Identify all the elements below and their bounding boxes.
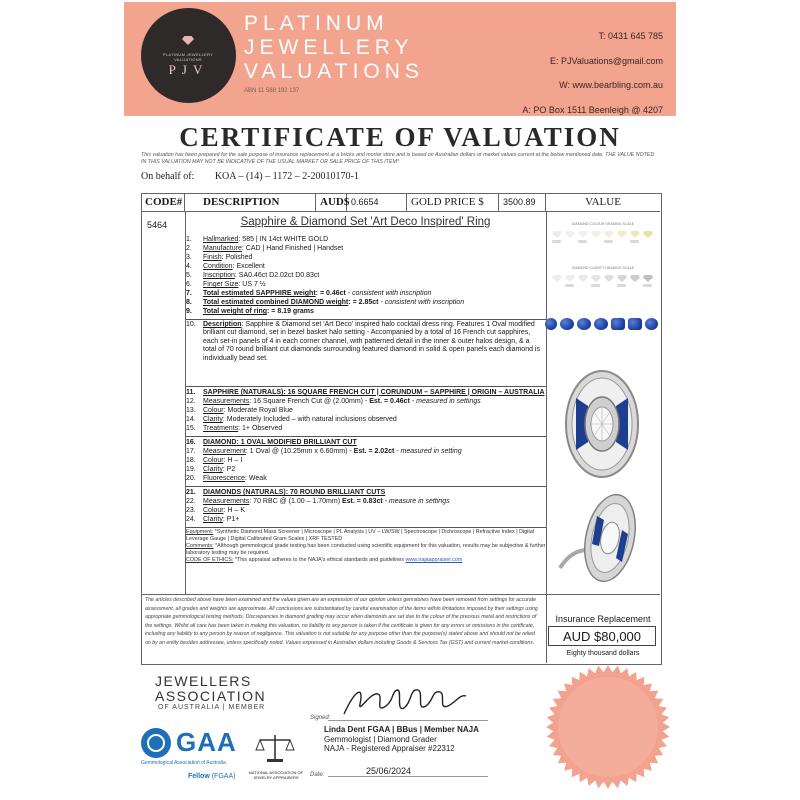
line-item: 12. Measurements: 16 Square French Cut @ (2.00mm) - Est. = 0.46ct - measured in settings — [186, 398, 481, 405]
section-head-diamond: 16. DIAMOND: 1 OVAL MODIFIED BRILLIANT CUT — [186, 439, 357, 446]
line-item: 8. Total estimated combined DIAMOND weight: = 2.85ct - consistent with inscription — [186, 299, 465, 306]
brand-line: PLATINUM — [244, 12, 389, 35]
line-item: 20. Fluorescence: Weak — [186, 475, 267, 482]
header-value: VALUE — [546, 193, 660, 212]
header-gold-label: GOLD PRICE $ — [407, 193, 499, 212]
diamond-icon — [578, 275, 588, 282]
grade-marker — [578, 240, 587, 243]
document-title: CERTIFICATE OF VALUATION — [179, 122, 621, 152]
divider — [186, 486, 546, 487]
fellow-badge: Fellow (FGAA) — [188, 773, 236, 780]
line-item: 24. Clarity: P1+ — [186, 516, 240, 523]
grade-marker — [630, 240, 639, 243]
header-description: DESCRIPTION — [185, 193, 316, 212]
seal-stamp-icon — [545, 664, 671, 790]
insurance-label: Insurance Replacement — [555, 614, 651, 624]
line-item: 6. Finger Size: US 7 ½ — [186, 281, 266, 288]
diamond-icon — [578, 231, 588, 238]
description-paragraph: 10. Description: Sapphire & Diamond set 'Art Deco' inspired halo cocktail dress ring. Features 1 Oval modified brilliant cut diamond, set in bezel basket halo setting - Accompanied by a total of 16 French cut sapphires, each set-in panels of 4 in each corner channel, with patterned detail in the inner & outer halos design, & a total of 70 round brilliant cut diamonds surrounding featured diamond in solid & open panels each diamond is individually bead set. — [186, 321, 540, 362]
colour-grading-scale — [548, 222, 658, 248]
on-behalf-of — [141, 171, 359, 182]
ring-photo-front — [562, 368, 642, 480]
gaa-logo: GAA — [176, 727, 237, 757]
gaa-emblem-icon — [141, 728, 171, 758]
naja-link[interactable]: www.najaappraiser.com — [405, 557, 463, 563]
diamond-icon — [643, 275, 653, 282]
ring-photo-side — [552, 488, 648, 593]
contact-address: A: PO Box 1511 Beenleigh @ 4207 — [522, 104, 663, 115]
signed-label: Signed: — [310, 715, 331, 721]
line-item: 5. Inscription: SA0.46ct D2.02ct D0.83ct — [186, 272, 320, 279]
clarity-scale-title: DIAMOND CLARITY GRADING SCALE — [572, 266, 634, 270]
sapphire-swatch — [645, 318, 658, 330]
diamond-icon — [604, 231, 614, 238]
item-title: Sapphire & Diamond Set 'Art Deco Inspired' Ring — [240, 216, 491, 228]
line-item: 14. Clarity: Moderately Included – with natural inclusions observed — [186, 416, 397, 423]
date-line — [328, 776, 488, 777]
signer-block — [324, 725, 479, 754]
ja-subtitle: OF AUSTRALIA | MEMBER — [158, 704, 266, 711]
top-disclaimer: This valuation has been prepared for the sale purpose of insurance replacement at a bricks and mortar store and is based on Australian dollars or market values current at the below mentioned date. THE VALUE NOTED IN THIS VALUATION MAY NOT BE INDICATIVE OF THE USUAL MARKET OR SALE PRICE OF THIS ITEM* — [141, 152, 655, 165]
logo-ring-text: PLATINUM JEWELLERY VALUATIONS — [162, 52, 214, 62]
diamond-icon — [591, 231, 601, 238]
insurance-value: AUD $80,000 — [548, 626, 656, 646]
contact-email[interactable]: E: PJValuations@gmail.com — [549, 55, 663, 66]
colour-scale-title: DIAMOND COLOUR GRADING SCALE — [571, 222, 635, 226]
divider — [186, 436, 546, 437]
header-gold-value: 3500.89 — [499, 193, 546, 212]
line-item: 2. Manufacture: CAD | Hand Finished | Handset — [186, 245, 344, 252]
line-item: 9. Total weight of ring: = 8.19 grams — [186, 308, 314, 315]
header-code: CODE# — [141, 193, 185, 212]
ethics-note: CODE OF ETHICS: *This appraisal adheres to the NAJA's ethical standards and guidelines www.najaappraiser.com — [186, 557, 463, 563]
abn: ABN 11 588 192 137 — [244, 88, 300, 94]
signer-name: Linda Dent FGAA | BBus | Member NAJA — [324, 725, 479, 734]
header-aud-value: 0.6654 — [347, 193, 407, 212]
code-cell — [141, 212, 186, 594]
diamond-icon — [604, 275, 614, 282]
ja-line: JEWELLERS — [155, 673, 252, 689]
logo-letters: PJV — [168, 62, 209, 77]
sapphire-swatch — [628, 318, 642, 330]
sapphire-swatch — [560, 318, 574, 330]
header-aud-label: AUD$ — [316, 193, 347, 212]
pjv-logo — [141, 8, 236, 103]
section-head-diamonds: 21. DIAMONDS (NATURALS): 70 ROUND BRILLIANT CUTS — [186, 489, 386, 496]
grade-marker — [643, 284, 652, 287]
ja-logo — [155, 674, 266, 704]
line-item: 13. Colour: Moderate Royal Blue — [186, 407, 293, 414]
line-item: 4. Condition: Excellent — [186, 263, 265, 270]
diamond-icon — [565, 275, 575, 282]
contact-website[interactable]: W: www.bearbling.com.au — [559, 80, 663, 90]
divider — [186, 386, 546, 387]
naja-logo-text: NATIONAL ASSOCIATION OF JEWELRY APPRAISERS — [248, 770, 304, 780]
equipment-note: Equipment: *Synthetic Diamond Mass Screener | Microscope | PL Analysis | UV – LW/SW | Spectroscope | Dichroscope | Refractive Index | Digital Leverage Gauge | Digital Calibrated Gram Scales | XRF TESTED — [186, 529, 535, 542]
bottom-disclaimer: The articles described above have been examined and the values given are an expression of our opinion unless gemstones have been removed from settings for accurate assessment, all grades and weights are approximate. All conclusions are substantiated by careful examination of the items within limitations imposed by their settings using appropriate gemmological testing methods. Discrepancies in diamond grading may occur when diamonds are set due to the colour of the precious metal and restrictions of the settings. Whilst all care has been taken in making this valuation, no liability to any person is taken if the certificate is given for any errors or omissions in the certificate, including any liability to any person by reason of negligence. This valuation is not suitable for any purpose other than the purpose(s) stated above and should not be relied on by an entity besides addressee, unless specifically noted. Values expressed in Australian dollars including Goods & Services Tax (GST) and current market conditions. — [145, 597, 538, 646]
line-item: 15. Treatments: 1+ Observed — [186, 425, 283, 432]
sapphire-swatch — [594, 318, 608, 330]
divider — [186, 527, 546, 528]
diamond-icon — [552, 231, 562, 238]
divider — [186, 319, 546, 320]
scales-of-justice-icon — [255, 732, 295, 764]
sapphire-swatch — [545, 318, 557, 330]
signer-registration: NAJA - Registered Appraiser #22312 — [324, 744, 455, 753]
comments-note: Comments: *Although gemmological grade testing has been conducted using scientific equipment for this valuation, results may be subjective & further laboratory testing may be required. — [186, 543, 546, 556]
signature-icon — [340, 684, 470, 720]
line-item: 19. Clarity: P2 — [186, 466, 236, 473]
diamond-icon — [565, 231, 575, 238]
diamond-icon — [630, 275, 640, 282]
contact-phone: T: 0431 645 785 — [598, 31, 663, 41]
line-item: 18. Colour: H – I — [186, 457, 243, 464]
diamond-icon — [643, 231, 653, 238]
date-label: Date: — [310, 772, 325, 778]
line-item: 7. Total estimated SAPPHIRE weight: = 0.46ct - consistent with inscription — [186, 290, 432, 297]
line-item: 22. Measurements: 70 RBC @ (1.00 – 1.70mm) Est. = 0.83ct - measure in settings — [186, 498, 450, 505]
diamond-icon — [552, 275, 562, 282]
brand-line: VALUATIONS — [244, 60, 424, 83]
contact-block — [522, 24, 663, 122]
diamond-icon — [630, 231, 640, 238]
line-item: 1. Hallmarked: 585 | IN 14ct WHITE GOLD — [186, 236, 329, 243]
signer-role: Gemmologist | Diamond Grader — [324, 734, 437, 744]
grade-marker — [565, 284, 574, 287]
brand-line: JEWELLERY — [244, 36, 414, 59]
sapphire-swatch — [611, 318, 625, 330]
brand-name — [244, 12, 424, 84]
grade-marker — [552, 240, 561, 243]
signature-line — [328, 720, 488, 721]
grade-marker — [591, 284, 600, 287]
diamond-icon — [617, 275, 627, 282]
ja-line: ASSOCIATION — [155, 688, 267, 704]
line-item: 3. Finish: Polished — [186, 254, 253, 261]
diamond-icon — [591, 275, 601, 282]
gem-icon — [182, 36, 194, 45]
line-item: 23. Colour: H – K — [186, 507, 246, 514]
line-item: 17. Measurement: 1 Oval @ (10.25mm x 6.60mm) - Est. = 2.02ct - measured in setting — [186, 448, 462, 455]
gaa-subtitle: Gemmological Association of Australia — [141, 760, 226, 766]
section-head-sapphire: 11. SAPPHIRE (NATURALS): 16 SQUARE FRENCH CUT | CORUNDUM – SAPPHIRE | ORIGIN – AUSTRALIA — [186, 389, 545, 396]
date-value: 25/06/2024 — [366, 766, 412, 776]
diamond-icon — [617, 231, 627, 238]
clarity-grading-scale — [548, 266, 658, 292]
sapphire-swatch — [577, 318, 591, 330]
on-behalf-label: On behalf of: — [141, 171, 195, 182]
insurance-words: Eighty thousand dollars — [566, 650, 640, 657]
grade-marker — [617, 284, 626, 287]
on-behalf-value: KOA – (14) – 1172 – 2-20010170-1 — [214, 171, 359, 182]
item-code: 5464 — [147, 220, 168, 230]
grade-marker — [604, 240, 613, 243]
